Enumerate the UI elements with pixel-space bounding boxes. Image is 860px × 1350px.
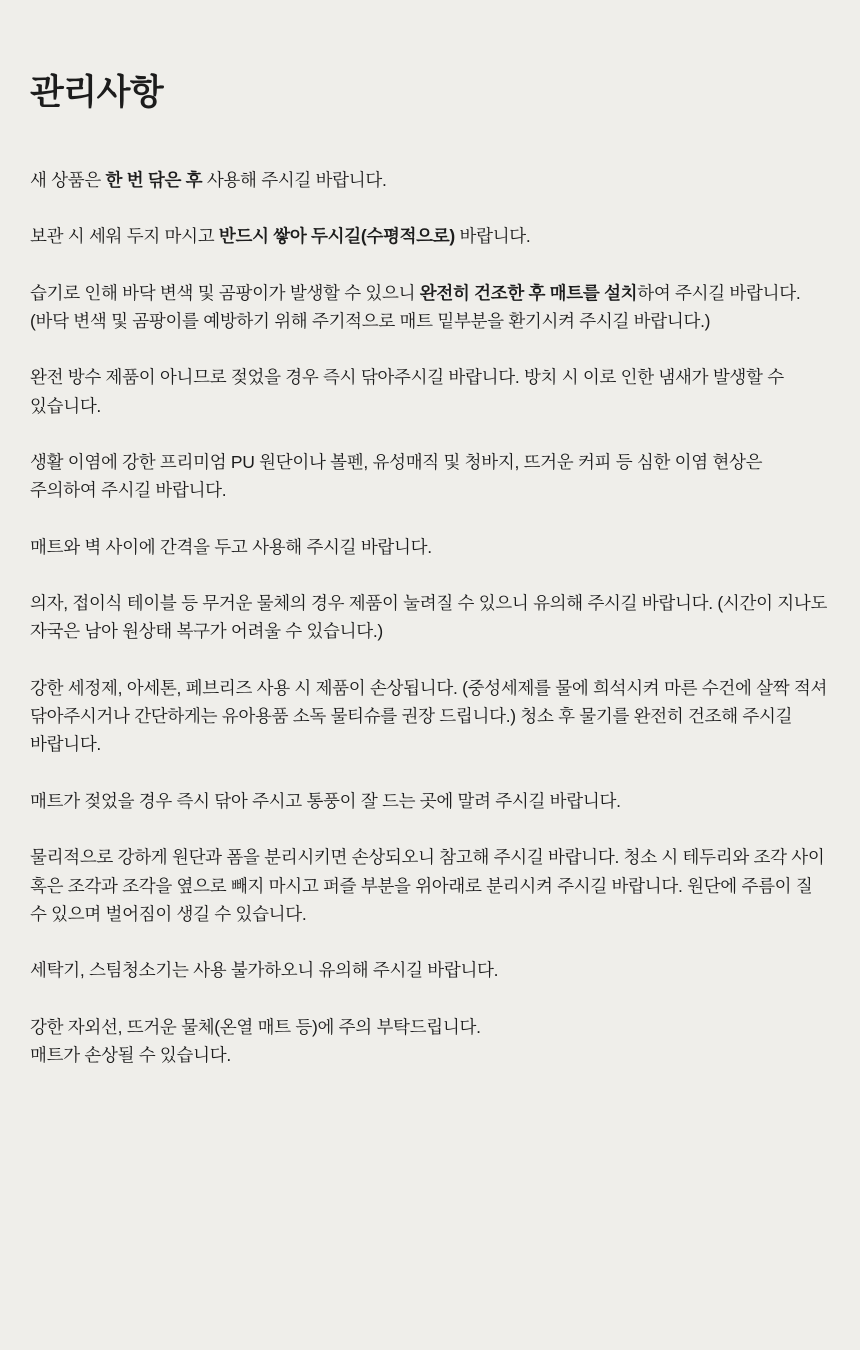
note-text: 생활 이염에 강한 프리미엄 PU 원단이나 볼펜, 유성매직 및 청바지, 뜨거운 커피 등 심한 이염 현상은 주의하여 주시길 바랍니다. <box>30 452 763 501</box>
note-text: 완전 방수 제품이 아니므로 젖었을 경우 즉시 닦아주시길 바랍니다. 방치 시 이로 인한 냄새가 발생할 수 있습니다. <box>30 367 784 416</box>
note-storage-stacking <box>30 222 830 250</box>
note-no-washer-steam <box>30 956 830 984</box>
note-detergents <box>30 674 830 759</box>
note-text: 새 상품은 <box>30 170 106 190</box>
note-text: 매트가 젖었을 경우 즉시 닦아 주시고 통풍이 잘 드는 곳에 말려 주시길 바랍니다. <box>30 790 621 811</box>
note-text: 물리적으로 강하게 원단과 폼을 분리시키면 손상되오니 참고해 주시길 바랍니다. 청소 시 테두리와 조각 사이 혹은 조각과 조각을 옆으로 빼지 마시고 퍼즐 부분을 위아래로 분리시켜 주시길 바랍니다. 원단에 주름이 질 수 있으며 벌어짐이 생길 수 있습니다. <box>30 847 825 924</box>
note-text: 바랍니다. <box>454 226 531 247</box>
note-text: 강한 세정제, 아세톤, 페브리즈 사용 시 제품이 손상됩니다. (중성세제를 물에 희석시켜 마른 수건에 살짝 적셔 닦아주시거나 간단하게는 유아용품 소독 물티슈를 권장 드립니다.) 청소 후 물기를 완전히 건조해 주시길 바랍니다. <box>30 677 828 755</box>
note-dry-when-wet <box>30 787 830 815</box>
note-stain-resistance <box>30 448 830 505</box>
note-text: 사용해 주시길 바랍니다. <box>202 170 387 190</box>
note-uv-heat <box>30 1013 830 1070</box>
note-wash-before-use <box>30 166 830 194</box>
note-heavy-objects <box>30 589 830 646</box>
care-instructions-list <box>30 166 830 1069</box>
note-text: 매트와 벽 사이에 간격을 두고 사용해 주시길 바랍니다. <box>30 536 432 557</box>
note-gap-from-wall <box>30 533 830 561</box>
note-text: 하여 주시길 바랍니다. (바닥 변색 및 곰팡이를 예방하기 위해 주기적으로 매트 밑부분을 환기시켜 주시길 바랍니다.) <box>30 282 801 332</box>
note-text: 세탁기, 스팀청소기는 사용 불가하오니 유의해 주시길 바랍니다. <box>30 960 499 981</box>
note-physical-separation <box>30 843 830 928</box>
page-title: 관리사항 <box>30 73 164 112</box>
note-text: 의자, 접이식 테이블 등 무거운 물체의 경우 제품이 눌려질 수 있으니 유의해 주시길 바랍니다. (시간이 지나도 자국은 남아 원상태 복구가 어려울 수 있습니다.) <box>30 593 828 642</box>
note-emphasis: 반드시 쌓아 두시길(수평적으로) <box>218 226 455 247</box>
note-text: 보관 시 세워 두지 마시고 <box>30 226 219 247</box>
note-moisture-mold <box>30 279 830 336</box>
note-text: 강한 자외선, 뜨거운 물체(온열 매트 등)에 주의 부탁드립니다. 매트가 손상될 수 있습니다. <box>30 1016 481 1065</box>
note-not-fully-waterproof <box>30 363 830 420</box>
note-emphasis: 한 번 닦은 후 <box>105 170 203 190</box>
note-emphasis: 완전히 건조한 후 매트를 설치 <box>419 282 638 303</box>
note-text: 습기로 인해 바닥 변색 및 곰팡이가 발생할 수 있으니 <box>30 282 420 303</box>
